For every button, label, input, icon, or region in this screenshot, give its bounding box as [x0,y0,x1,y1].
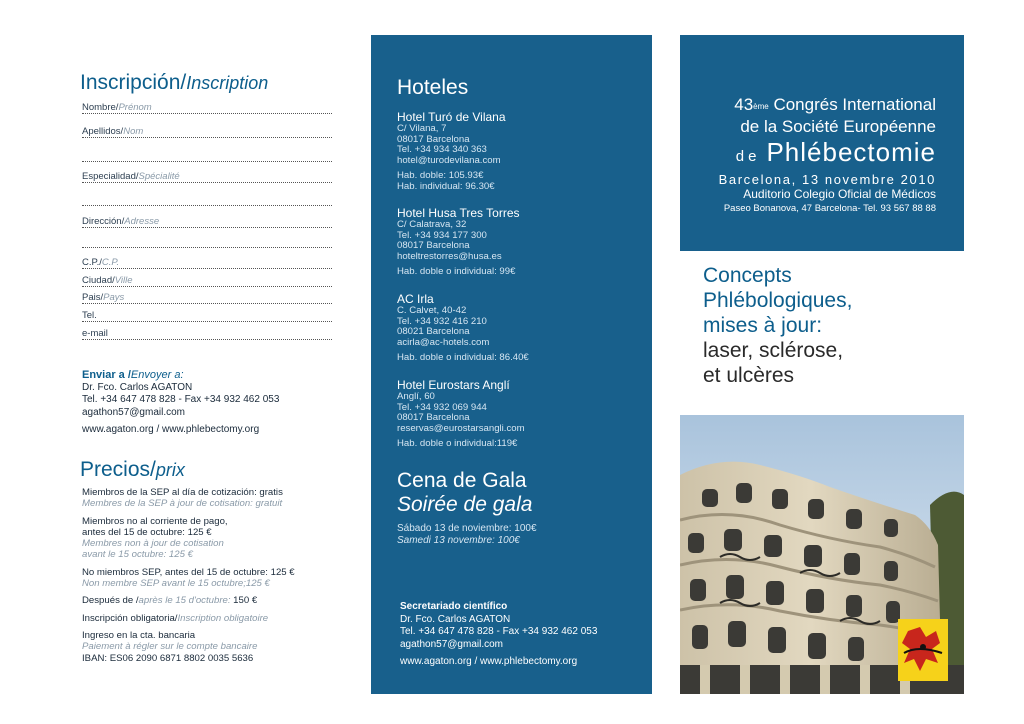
inscription-title: Inscripción/Inscription [80,71,269,94]
gala-date: Sábado 13 de noviembre: 100€ [397,523,537,534]
price-item: Miembros no al corriente de pago, antes del 15 de octubre: 125 € Membres non à jour de cotisation avant le 15 octubre: 125 € [82,515,228,561]
topics-heading: Concepts Phlébologiques, mises à jour: laser, sclérose, et ulcères [703,264,853,387]
registration-panel [0,0,360,724]
price-item: Después de /après le 15 d'octubre: 150 € [82,595,258,607]
cover-panel [680,35,964,694]
hotel-card: Hotel Husa Tres Torres C/ Calatrava, 32 Tel. +34 934 177 300 08017 Barcelona hoteltrestorres@husa.es Hab. doble o individual: 99€ [397,206,520,278]
blank-line[interactable] [82,194,332,208]
congress-title: de Phlébectomie [735,137,936,167]
secretariat-block [400,601,597,669]
secretariat-email[interactable]: agathon57@gmail.com [400,638,503,650]
blank-line[interactable] [82,150,332,164]
hotel-card: Hotel Turó de Vilana C/ Vilana, 7 08017 Barcelona Tel. +34 934 340 363 hotel@turodevilana.com Hab. doble: 105.93€ Hab. individual: 96.30€ [397,110,506,192]
country-field[interactable]: Pais/Pays [82,292,332,306]
send-to-web[interactable]: www.agaton.org / www.phlebectomy.org [82,424,260,435]
hotel-name: Hotel Eurostars Anglí [397,378,510,392]
congress-number: 43ème Congrés International [734,95,936,114]
send-to-block [82,369,279,437]
hotel-card: AC Irla C. Calvet, 40-42 Tel. +34 932 416 210 08021 Barcelona acirla@ac-hotels.com Hab. doble o individual: 86.40€ [397,292,529,364]
hotel-card: Hotel Eurostars Anglí Anglí, 60 Tel. +34 932 069 944 08017 Barcelona reservas@eurostarsangli.com Hab. doble o individual:119€ [397,378,525,450]
gala-date-fr: Samedi 13 novembre: 100€ [397,535,520,546]
postal-code-field[interactable]: C.P./C.P. [82,257,332,271]
secretariat-name: Dr. Fco. Carlos AGATON [400,613,511,625]
gala-title-fr: Soirée de gala [397,493,533,516]
phone-field[interactable]: Tel. [82,310,332,324]
hotel-name: AC Irla [397,292,434,306]
price-item: Inscripción obligatoria/Inscription obligatoire [82,612,269,624]
society-name: de la Société Européenne [740,117,936,136]
secretariat-web[interactable]: www.agaton.org / www.phlebectomy.org [400,656,578,667]
send-to-heading: Enviar a /Envoyer a: [82,369,184,381]
send-to-name: Dr. Fco. Carlos AGATON [82,381,193,393]
secretariat-phone: Tel. +34 647 478 828 - Fax +34 932 462 053 [400,626,598,637]
venue-address: Paseo Bonanova, 47 Barcelona- Tel. 93 567 88 88 [723,203,936,214]
price-item: Ingreso en la cta. bancaria Paiement à régler sur le compte bancaire IBAN: ES06 2090 6871 8802 0035 5636 [82,629,258,664]
prices-list [82,487,342,670]
hotel-name: Hotel Turó de Vilana [397,110,506,124]
price-item: No miembros SEP, antes del 15 de octubre: 125 € Non membre SEP avant le 15 octubre;125 € [82,566,295,590]
last-name-field[interactable]: Apellidos/Nom [82,126,332,140]
venue-name: Auditorio Colegio Oficial de Médicos [743,187,936,201]
address-field[interactable]: Dirección/Adresse [82,216,332,230]
price-item: Miembros de la SEP al día de cotización: gratis Membres de la SEP à jour de cotisation: gratuit [82,487,283,510]
specialty-field[interactable]: Especialidad/Spécialité [82,171,332,185]
gala-title: Cena de Gala [397,469,527,492]
blank-line[interactable] [82,236,332,250]
hotels-panel [371,35,652,694]
send-to-phone: Tel. +34 647 478 828 - Fax +34 932 462 053 [82,394,280,405]
send-to-email[interactable]: agathon57@gmail.com [82,406,185,418]
hotel-name: Hotel Husa Tres Torres [397,206,520,220]
cover-banner [680,35,964,251]
email-field[interactable]: e-mail [82,328,332,342]
hotels-title: Hoteles [397,76,469,99]
gala-block [397,469,537,547]
congress-date: Barcelona, 13 novembre 2010 [718,172,936,187]
society-emblem-icon [898,619,948,681]
city-field[interactable]: Ciudad/Ville [82,275,332,289]
secretariat-heading: Secretariado científico [400,601,508,612]
first-name-field[interactable]: Nombre/Prénom [82,102,332,116]
prices-title: Precios/prix [80,458,185,481]
